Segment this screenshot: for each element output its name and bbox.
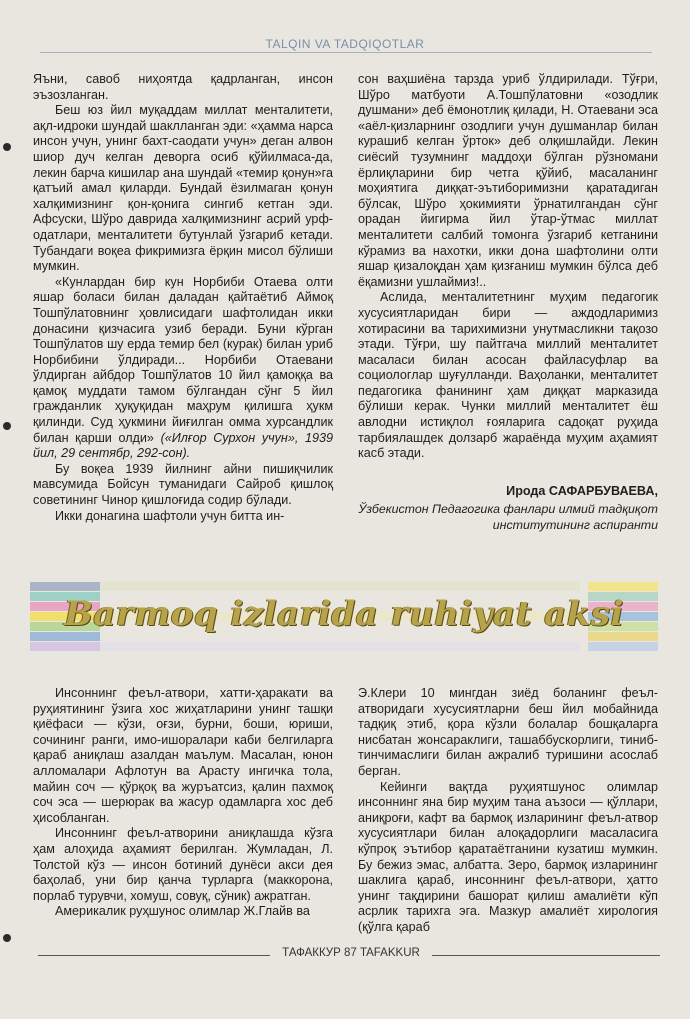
section-header: TALQIN VA TADQIQOTLAR bbox=[265, 37, 425, 51]
article-title: Barmoq izlarida ruhiyat aksi bbox=[64, 594, 624, 634]
banner-stripe bbox=[30, 642, 100, 651]
banner-stripe bbox=[100, 642, 580, 651]
banner-stripe bbox=[588, 582, 658, 591]
paragraph: Инсоннинг феъл-атворини аниқлашда кўзга ҳам алоҳида аҳамият берилган. Жумладан, Л. Толстой кўз — инсон ботиний дунёси акси дея баҳолаб, уни бир қанча турларга (маккорона, порлаб турувчи, хомуш, совуқ, сўник) ажратган. bbox=[33, 826, 333, 903]
footer-rule-left bbox=[38, 955, 270, 956]
author-name: Ирода САФАРБУВАЕВА, bbox=[506, 484, 658, 498]
binding-hole bbox=[3, 422, 11, 430]
article2-right-column bbox=[358, 686, 658, 936]
footer-rule-right bbox=[432, 955, 660, 956]
article1-left-column bbox=[33, 72, 333, 524]
paragraph: Бу воқеа 1939 йилнинг айни пишиқчилик мавсумида Бойсун туманидаги Сайроб қишлоқ советининг Чинор қишлоғида содир бўлади. bbox=[33, 461, 333, 508]
binding-hole bbox=[3, 143, 11, 151]
paragraph: Икки донагина шафтоли учун битта ин- bbox=[55, 508, 285, 523]
article1-right-column bbox=[358, 72, 658, 462]
paragraph: сон ваҳшиёна тарзда уриб ўлдирилади. Тўғри, Шўро матбуоти А.Тошпўлатовни «озодлик душмани» деб ёмонотлиқ қилади, Н. Отаевани эса «аёл-қизларнинг озодлиги учун душманлар билан курашиб келган ўрток» деб олқишлайди. Лекин сиёсий тузумнинг маддоҳи бўлган рўзномани ёрлиқларини бир четга қўйиб, масаланинг моҳиятига диққат-эътиборимизни қаратадиган бўлсак, Шўро ҳокимияти ўрнатилгандан сўнг орадан йигирма йил ўтар-ўтмас миллат менталитети салбий томонга ўзгариб кетганини кўрамиз ва нахотки, икки дона шафтолини олти яшар қизалоқдан ҳам қизғаниш мумкин бўлса деб ёқамизни ушлаймиз!.. bbox=[358, 72, 658, 289]
binding-hole bbox=[3, 934, 11, 942]
quote-text: «Кунлардан бир кун Норбиби Отаева олти яшар боласи билан даладан қайтаётиб Аймоқ Тошпўлатовнинг ҳовлисидаги шафтолидан икки донасини қизчасига узиб беради. Буни кўрган Тошпўлатов шу ерда темир бел (курак) билан уриб Норбибини ўлдиради... Норбиби Отаевани ўлдирган айбдор Тошпўлатов 10 йил қамоққа ва қамоқ муддати тамом бўлгандан сўнг 5 йил гражданлик ҳуқуқидан маҳрум қилишга ҳукм қилинди. Суд ҳукмини йиғилган омма хурсандлик билан қарши олди» bbox=[33, 274, 333, 445]
article2-left-column bbox=[33, 686, 333, 920]
citation: («Илғор Сурхон учун», 1939 йил, 29 сентябр, 292-сон). bbox=[33, 430, 334, 461]
paragraph: Америкалик руҳшунос олимлар Ж.Глайв ва bbox=[55, 904, 310, 919]
page-footer: ТАФАККУР 87 TAFAKKUR bbox=[282, 947, 420, 959]
paragraph: Яъни, савоб ниҳоятда қадрланган, инсон эъзозланган. bbox=[33, 72, 333, 102]
paragraph: Инсоннинг феъл-атвори, хатти-ҳаракати ва руҳиятининг ўзига хос жиҳатларини унинг ташқи қиёфаси — кўзи, оғзи, бурни, боши, юриши, сочининг ранги, имо-ишоралари каби белгиларга қараб аниқлаш азалдан маълум. Масалан, юнон алломалари Афлотун ва Арасту ингичка тола, майин соч — қўрқоқ ва журъатсиз, қалин пахмоқ соч эса — шерюрак ва жасур одамларга хос деб ҳисобланган. bbox=[33, 686, 333, 825]
banner-stripe bbox=[588, 642, 658, 651]
banner-stripe bbox=[30, 582, 100, 591]
banner-stripe bbox=[100, 582, 580, 591]
paragraph: Э.Клери 10 мингдан зиёд боланинг феъл-атворидаги хусусиятларни беш йил мобайнида тадқиқ этиб, қора кўзли болалар бошқаларга нисбатан жонсараклиги, ташаббускорлиги, тиниб-тинчимаслиги билан ажралиб туришини асослаб берган. bbox=[358, 686, 658, 778]
article-banner bbox=[30, 578, 658, 670]
quote-paragraph bbox=[33, 275, 333, 462]
paragraph: Аслида, менталитетнинг муҳим педагогик хусусиятларидан бири — аждодларимиз хотирасини ва тарихимизни унутмасликни тақозо этади. Тўғри, шу пайтгача миллий менталитет масаласи билан асосан файласуфлар ва социологлар шуғулланди. Ваҳоланки, менталитет педагогика фанининг ҳам диққат марказида бўлиши керак. Чунки миллий менталитет ёш авлодни истиқлол ғояларига садоқат руҳида тарбиялашдек долзарб жараёнда муҳим аҳамият касб этади. bbox=[358, 290, 658, 461]
author-affiliation: Ўзбекистон Педагогика фанлари илмий тадқиқот институтининг аспиранти bbox=[358, 502, 658, 532]
paragraph: Беш юз йил муқаддам миллат менталитети, ақл-идроки шундай шаклланган эди: «ҳамма нарса инсон учун, унинг бахт-саодати учун» деган алвон шиор дуч келган деворга осиб қўйилмаса-да, лекин барча кишилар ана шундай «темир қонун»га қатъий амал қиларди. Бундай ёзилмаган қонун халқимизнинг қон-қонига сингиб кетган эди. Афсуски, Шўро даврида халқимизнинг асрий урф-одатлари, менталитети бутунлай ўзгариб кетади. Тубандаги воқеа фикримизга ёрқин мисол бўлиши мумкин. bbox=[33, 103, 333, 274]
paragraph: Кейинги вақтда руҳиятшунос олимлар инсоннинг яна бир муҳим тана аъзоси — қўллари, аниқроғи, кафт ва бармоқ изларининг феъл-атвор хусусиятлари билан алоқадорлиги масаласига кўпроқ эътибор қаратаётганини кузатиш мумкин. Бу бежиз эмас, албатта. Зеро, бармоқ изларининг шаклига қараб, инсоннинг феъл-атвори, ҳатто унинг тақдирини башорат қилиш амалиёти кўп асрлик тарихга эга. Мазкур амалиёт хирология (қўлга қараб bbox=[358, 779, 658, 934]
header-rule bbox=[40, 52, 652, 53]
